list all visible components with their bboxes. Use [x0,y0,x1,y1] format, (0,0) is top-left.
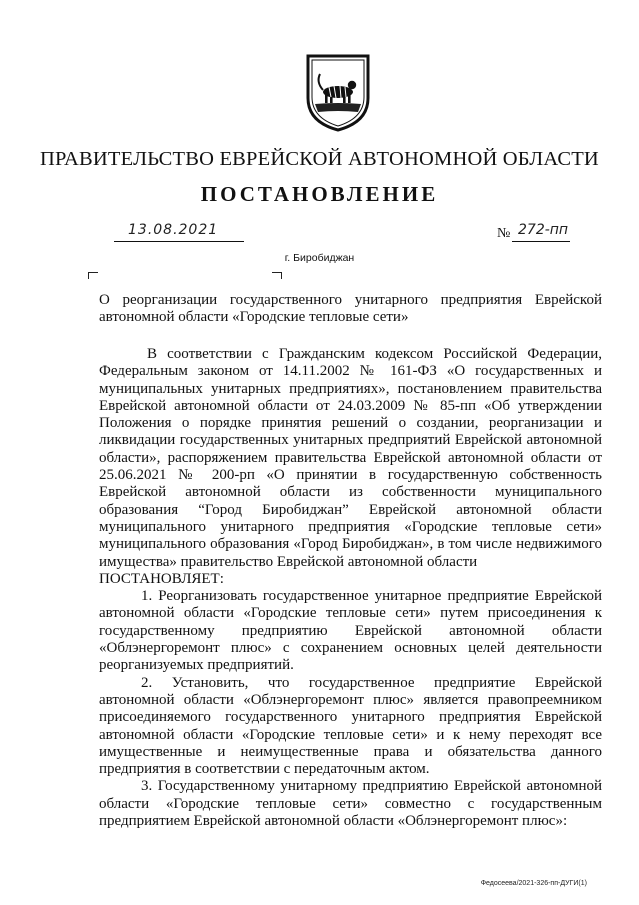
government-title: ПРАВИТЕЛЬСТВО ЕВРЕЙСКОЙ АВТОНОМНОЙ ОБЛАСТИ [40,148,599,170]
document-number: 272-пп [512,222,570,242]
list-item: 3. Государственному унитарному предприятию Еврейской автономной области «Городские тепловые сети» совместно с государственным предприятием Еврейской автономной области «Облэнергоремонт плюс»: [99,778,602,830]
right-corner-mark [272,272,282,279]
footer-reference: Федосеева/2021-326-пп-ДУГИ(1) [480,880,587,887]
left-corner-mark [88,272,98,279]
document-subject: О реорганизации государственного унитарного предприятия Еврейской автономной области «Городские тепловые сети» [99,292,602,325]
document-city: г. Биробиджан [284,252,355,264]
document-type: ПОСТАНОВЛЕНИЕ [200,182,439,206]
coat-of-arms-tiger-icon [300,52,376,132]
decree-word: ПОСТАНОВЛЯЕТ: [99,570,224,587]
document-date: 13.08.2021 [114,222,244,242]
preamble-paragraph: В соответствии с Гражданским кодексом Российской Федерации, Федеральным законом от 14.11.2002 № 161-ФЗ «О государственных и муниципальных унитарных предприятиях», постановлением правительства Еврейской автономной области от 24.03.2009 № 85-пп «Об утверждении Положения о порядке принятия решений о создании, реорганизации и ликвидации государственных унитарных предприятий Еврейской автономной области», распоряжением правительства Еврейской автономной области от 25.06.2021 № 200-рп «О принятии в государственную собственность Еврейской автономной области из собственности муниципального образования “Город Биробиджан” Еврейской автономной области муниципального унитарного предприятия «Городские тепловые сети» муниципального образования «Город Биробиджан», в том числе недвижимого имущества» правительство Еврейской автономной области [99,346,602,570]
document-body [99,346,602,830]
list-item: 2. Установить, что государственное предприятие Еврейской автономной области «Облэнергоремонт плюс» является правопреемником присоединяемого государственного унитарного предприятия Еврейской автономной области «Городские тепловые сети» и к нему переходят все имущественные и неимущественные права и обязательства данного предприятия в соответствии с передаточным актом. [99,674,602,778]
number-label: № [497,226,511,241]
list-item: 1. Реорганизовать государственное унитарное предприятие Еврейской автономной области «Городские тепловые сети» путем присоединения к государственному предприятию Еврейской автономной области «Облэнергоремонт плюс» с сохранением основных целей деятельности реорганизуемых предприятий. [99,588,602,674]
